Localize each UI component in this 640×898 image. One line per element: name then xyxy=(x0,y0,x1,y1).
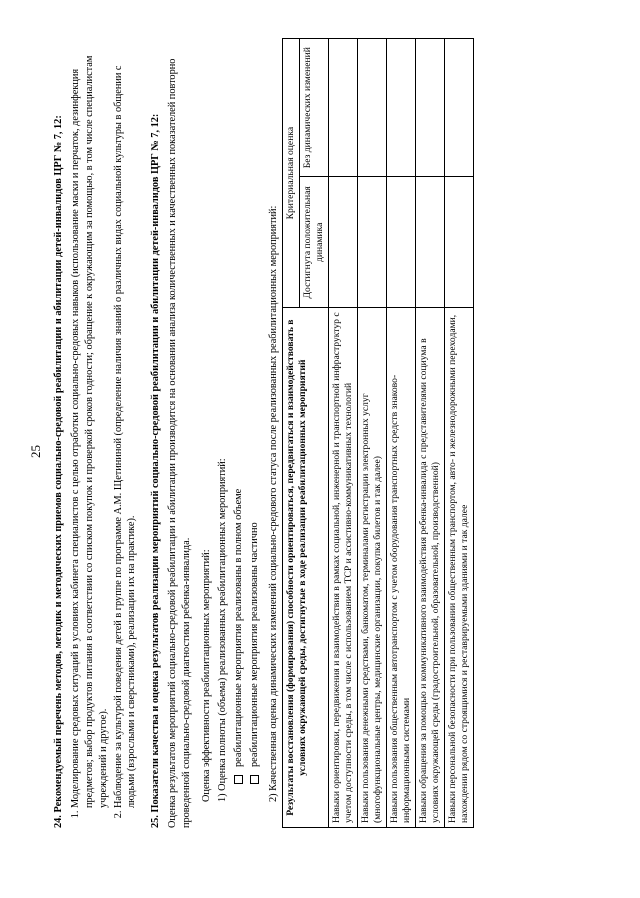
checkbox-row xyxy=(232,38,246,828)
checkbox-icon[interactable] xyxy=(250,775,259,784)
table-cell-positive[interactable] xyxy=(445,177,474,308)
table-cell-skill: Навыки пользования общественным автотранспортом с учетом оборудования транспортных средств знаково-информационными системами xyxy=(387,308,416,828)
checkbox-row xyxy=(248,38,262,828)
table-cell-skill: Навыки обращения за помощью и коммуникативного взаимодействия ребенка-инвалида с представителями социума в условиях окружающей среды (градостроительной, образовательной, производственной) xyxy=(416,308,445,828)
table-cell-positive[interactable] xyxy=(329,177,358,308)
table-header-row xyxy=(283,39,300,828)
list-item: 2. Наблюдение за культурой поведения детей в группе по программе А.М. Щетининой (определение наличия знаний о различных видах социальной культуры в общении с людьми (взрослыми и сверстниками), реализации их на практике). xyxy=(112,38,140,808)
table-cell-skill: Навыки персональной безопасности при пользовании общественным транспортом, авто- и железнодорожными переходами, нахождении рядом со строящимися и реставрируемыми зданиями и так далее xyxy=(445,308,474,828)
table-cell-no-change[interactable] xyxy=(358,39,387,177)
table-header-no-change: Без динамических изменений xyxy=(300,39,329,177)
section-25-heading: 25. Показатели качества и оценка результатов реализации мероприятий социально-средовой реабилитации и абилитации детей-инвалидов ЦРГ № 7, 12: xyxy=(150,113,162,828)
table-row xyxy=(387,39,416,828)
table-header-criteria: Критериальная оценка xyxy=(283,39,300,308)
table-header-results: Результаты восстановления (формирования) способности ориентироваться, передвигаться и взаимодействовать в условиях окружающей среды, достигнутые в ходе реализации реабилитационных мероприятий xyxy=(283,308,329,828)
table-cell-skill: Навыки ориентировки, передвижения и взаимодействия в рамках социальной, инженерной и транспортной инфраструктур с учетом доступности среды, в том числе с использованием ТСР и ассистивно-коммуникативных технологий xyxy=(329,308,358,828)
section-24-heading: 24. Рекомендуемый перечень методов, методик и методических приемов социально-средовой реабилитации и абилитации детей-инвалидов ЦРГ № 7, 12: xyxy=(53,115,64,828)
effectiveness-item-2-text: Качественная оценка динамических изменений социально-средового статуса после реализованных реабилитационных мероприятий: xyxy=(267,205,279,791)
effectiveness-label: Оценка эффективности реабилитационных мероприятий: xyxy=(201,549,213,802)
section-25-paragraph: Оценка результатов мероприятий социально-средовой реабилитации и абилитации производится на основании анализа количественных и качественных показателей повторно проведенной социально-средовой диагностики ребенка-инвалида. xyxy=(167,58,193,828)
checkbox-label: реабилитационные мероприятия реализованы в полном объеме xyxy=(232,488,244,767)
table-row xyxy=(329,39,358,828)
section-24-list xyxy=(69,38,139,828)
table-cell-positive[interactable] xyxy=(358,177,387,308)
list-item: 1. Моделирование средовых ситуаций в условиях кабинета специалистов с целью отработки социально-средовых навыков (использование маски и перчаток, дезинфекция предметов; выбор продуктов питания в соответствии со списком покупок и проверкой сроков годности; обращение к окружающим за помощью, в том числе специалистам учреждений и другое). xyxy=(69,38,111,808)
table-row xyxy=(358,39,387,828)
table-row xyxy=(445,39,474,828)
checkbox-icon[interactable] xyxy=(234,775,243,784)
effectiveness-item-1-text: Оценка полноты (объема) реализованных реабилитационных мероприятий: xyxy=(216,458,228,791)
checkbox-label: реабилитационные мероприятия реализованы частично xyxy=(248,522,260,767)
table-cell-positive[interactable] xyxy=(387,177,416,308)
table-cell-no-change[interactable] xyxy=(445,39,474,177)
document-content xyxy=(52,38,474,828)
effectiveness-item-2: 2) Качественная оценка динамических изменений социально-средового статуса после реализованных реабилитационных мероприятий: xyxy=(267,205,279,802)
table-row xyxy=(416,39,445,828)
table-cell-no-change[interactable] xyxy=(387,39,416,177)
table-header-positive: Достигнута положительная динамика xyxy=(300,177,329,308)
page-number: 25 xyxy=(28,445,43,458)
effectiveness-item-1: 1) Оценка полноты (объема) реализованных реабилитационных мероприятий: xyxy=(216,458,228,802)
results-table xyxy=(282,38,474,828)
table-cell-skill: Навыки пользования денежными средствами, банкоматом, терминалами регистрации электронных услуг (многофункциональные центры, медицинские организации, покупка билетов и так далее) xyxy=(358,308,387,828)
table-cell-no-change[interactable] xyxy=(329,39,358,177)
table-cell-positive[interactable] xyxy=(416,177,445,308)
table-cell-no-change[interactable] xyxy=(416,39,445,177)
